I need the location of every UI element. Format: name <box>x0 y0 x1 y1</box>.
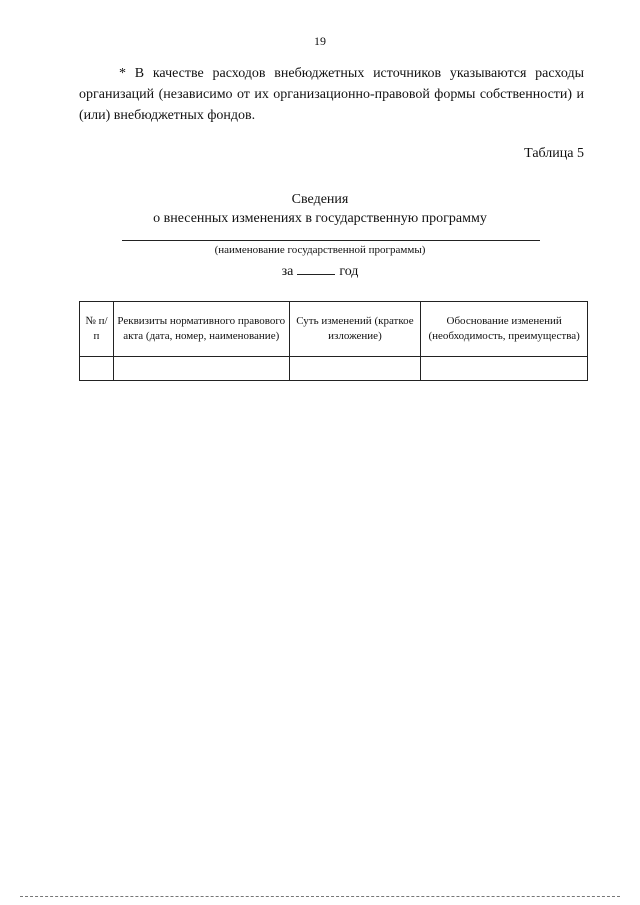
table-number-label: Таблица 5 <box>524 146 584 161</box>
page-bottom-rule <box>20 896 620 897</box>
period-suffix: год <box>339 264 359 279</box>
period-line <box>0 262 640 280</box>
heading-title: Сведения <box>291 192 349 207</box>
table-row <box>80 357 588 381</box>
table-cell <box>113 357 289 381</box>
period-prefix: за <box>281 264 294 279</box>
footnote-text: * В качестве расходов внебюджетных источников указываются расходы организаций (независимо от их организационно-правовой формы собственности) и (или) внебюджетных фондов. <box>79 66 584 123</box>
document-heading <box>0 190 640 228</box>
heading-subtitle: о внесенных изменениях в государственную программу <box>153 211 487 226</box>
header-number: № п/п <box>80 302 114 357</box>
changes-table <box>79 301 588 381</box>
header-change-essence: Суть изменений (краткое изложение) <box>289 302 421 357</box>
table-cell <box>289 357 421 381</box>
program-name-blank-line <box>122 240 540 241</box>
table-cell <box>80 357 114 381</box>
page-number: 19 <box>314 34 326 48</box>
program-name-caption: (наименование государственной программы) <box>214 244 426 256</box>
table-cell <box>421 357 588 381</box>
year-blank <box>297 262 335 275</box>
table-header-row <box>80 302 588 357</box>
header-justification: Обоснование изменений (необходимость, преимущества) <box>421 302 588 357</box>
header-legal-act: Реквизиты нормативного правового акта (дата, номер, наименование) <box>113 302 289 357</box>
